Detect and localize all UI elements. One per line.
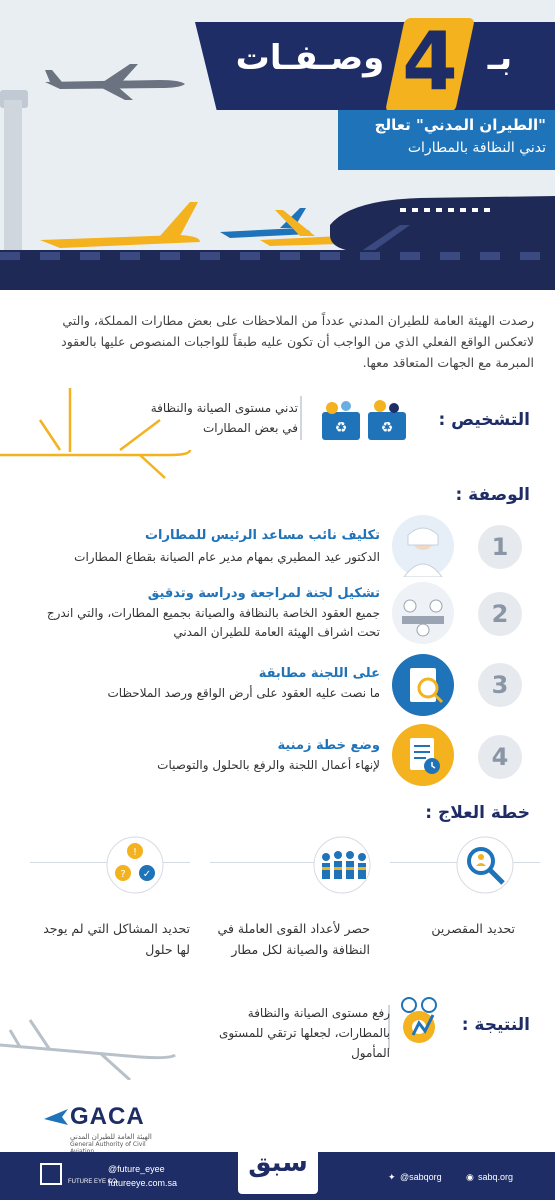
- official-avatar-icon: [392, 515, 454, 577]
- step-number: 4: [478, 735, 522, 779]
- step-description: لإنهاء أعمال اللجنة والرفع بالحلول والتوصيات: [157, 758, 380, 772]
- diagnosis-label: التشخيص :: [438, 410, 530, 430]
- twitter-icon: ✦: [388, 1172, 396, 1182]
- title-prefix: بـ: [487, 38, 513, 78]
- footer-left-handle[interactable]: @future_eyee: [108, 1164, 165, 1174]
- committee-meeting-icon: [392, 582, 454, 644]
- svg-text:♻: ♻: [334, 420, 348, 436]
- intro-paragraph: رصدت الهيئة العامة للطيران المدني عدداً من الملاحظات على بعض مطارات المملكة، والتي لاتعكس الواقع الفعلي الذي من الواجب أن تكون عليه طبقاً للواجبات المنصوص عليها بالعقود المبرمة مع الجهات المتعاقد معها.: [61, 313, 534, 370]
- gaca-name: GACA: [70, 1103, 145, 1130]
- magnifier-document-icon: [392, 654, 454, 716]
- footer-right-site[interactable]: sabq.org: [478, 1172, 514, 1182]
- step-description: الدكتور عيد المطيري بمهام مدير عام الصيانة بقطاع المطارات: [74, 550, 380, 564]
- treatment-label: خطة العلاج :: [425, 803, 530, 823]
- subtitle-line1: [338, 116, 546, 134]
- footer-right-handle[interactable]: @sabqorg: [400, 1172, 442, 1182]
- footer-company: FUTURE EYE CO.: [68, 1179, 119, 1185]
- gaca-arabic-name: الهيئة العامة للطيران المدني: [70, 1133, 152, 1141]
- diagnosis-text: تدني مستوى الصيانة والنظافة في بعض المطارات: [150, 401, 298, 435]
- svg-text:!: !: [132, 847, 138, 858]
- step-number: 2: [478, 592, 522, 636]
- airplane-icon: [40, 62, 190, 102]
- subtitle-line2: تدني النظافة بالمطارات: [407, 140, 546, 156]
- svg-text:?: ?: [120, 869, 126, 880]
- recycle-bins-icon: [318, 396, 410, 442]
- sabq-logo-text: سبق: [248, 1148, 308, 1178]
- step-description: ما نصت عليه العقود على أرض الواقع ورصد الملاحظات: [107, 686, 380, 700]
- page-title: وصـفـات: [235, 38, 385, 78]
- step-title: تشكيل لجنة لمراجعة ودراسة وتدقيق: [147, 586, 380, 601]
- subtitle-highlight: "الطيران المدني": [416, 116, 546, 134]
- footer-left-site[interactable]: futureeye.com.sa: [108, 1178, 178, 1188]
- search-person-icon: [455, 835, 515, 895]
- treatment-item: تحديد المشاكل التي لم يوجد لها حلول: [43, 921, 190, 957]
- treatment-item: حصر لأعداد القوى العاملة في النظافة والصيانة لكل مطار: [217, 921, 370, 957]
- svg-text:✓: ✓: [142, 869, 152, 880]
- globe-icon: ◉: [466, 1172, 474, 1182]
- prescription-label: الوصفة :: [455, 485, 530, 505]
- plane-outline-bottom-icon: [0, 995, 180, 1080]
- subtitle-rest: تعالج: [374, 116, 417, 134]
- checklist-clock-icon: [392, 724, 454, 786]
- gaca-english-name: General Authority of Civil: [70, 1141, 146, 1148]
- gear-growth-icon: [395, 995, 443, 1051]
- step-number: 3: [478, 663, 522, 707]
- svg-text:♻: ♻: [380, 420, 394, 436]
- problem-bubbles-icon: [105, 835, 165, 895]
- apron-markings: [0, 252, 555, 260]
- step-description: جميع العقود الخاصة بالنظافة والصيانة بجميع المطارات، والتي اندرج تحت اشراف الهيئة العامة للطيران المدني: [46, 606, 380, 639]
- step-title: وضع خطة زمنية: [277, 738, 380, 753]
- step-title: على اللجنة مطابقة: [258, 666, 380, 681]
- diagnosis-divider: [300, 396, 302, 440]
- result-label: النتيجة :: [461, 1015, 530, 1035]
- title-number: 4: [402, 15, 458, 108]
- step-number: 1: [478, 525, 522, 569]
- step-title: تكليف نائب مساعد الرئيس للمطارات: [144, 528, 380, 543]
- result-text: رفع مستوى الصيانة والنظافة بالمطارات، لجعلها ترتقي للمستوى المأمول: [218, 1006, 390, 1060]
- workers-group-icon: [312, 835, 372, 895]
- future-eye-logo-icon: [40, 1163, 62, 1185]
- treatment-item: تحديد المقصرين: [431, 921, 515, 936]
- gaca-logo-icon: [42, 1103, 70, 1131]
